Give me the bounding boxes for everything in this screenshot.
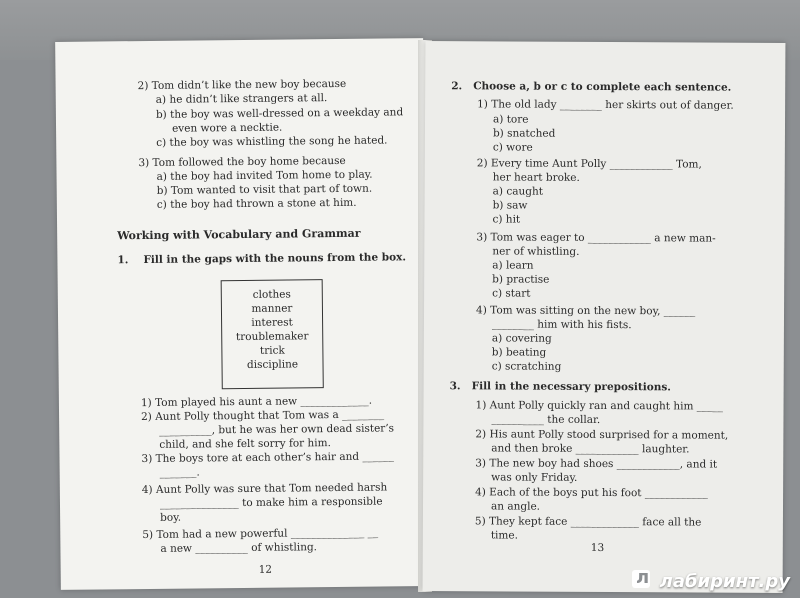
ex2-option: b) snatched — [492, 127, 556, 140]
ex3-line: 1) Aunt Polly quickly ran and caught him _____ — [475, 399, 724, 413]
ex3-line: 2) His aunt Polly stood surprised for a moment, — [475, 428, 729, 442]
ex2-option: b) practise — [492, 273, 550, 286]
ex2-option: b) saw — [492, 199, 528, 212]
box-word: discipline — [246, 358, 299, 371]
q3-stem: 3) Tom followed the boy home because — [138, 154, 346, 170]
ex1-number: 1. — [117, 254, 129, 267]
ex2-number: 2. — [451, 80, 463, 93]
page-number-left: 12 — [258, 563, 273, 576]
ex2-line: 1) The old lady ________ her skirts out of danger. — [477, 98, 734, 112]
ex2-option: a) caught — [492, 185, 543, 198]
ex1-item: 4) Aunt Polly was sure that Tom needed harsh — [141, 481, 388, 497]
ex3-line: 4) Each of the boys put his foot ____________ — [475, 486, 708, 500]
ex3-number: 3. — [449, 380, 461, 393]
ex1-item-cont: boy. — [160, 511, 182, 524]
ex2-option: b) beating — [491, 346, 547, 359]
ex3-line-cont: __________ the collar. — [491, 413, 601, 426]
q3-option-c: c) the boy had thrown a stone at him. — [156, 196, 357, 211]
ex2-line-cont: ________ him with his fists. — [491, 318, 632, 332]
box-word: trick — [259, 344, 285, 357]
ex2-option: c) scratching — [491, 360, 562, 373]
section-title: Working with Vocabulary and Grammar — [117, 226, 361, 243]
ex1-item-cont: __________, but he was her own dead sister’s — [159, 422, 395, 437]
ex3-line: 5) They kept face _____________ face all the — [474, 515, 702, 529]
ex3-line-cont: was only Friday. — [491, 471, 578, 484]
labirint-logo-icon: л — [632, 570, 650, 588]
right-page — [423, 41, 786, 593]
ex1-item-cont: _______. — [159, 466, 200, 479]
ex2-option: c) wore — [492, 141, 533, 154]
page-number-right: 13 — [590, 541, 605, 555]
ex2-line: 2) Every time Aunt Polly ____________ Tom, — [476, 157, 702, 171]
q2-option-c: c) the boy was whistling the song he hated. — [156, 134, 388, 149]
ex2-line: 4) Tom was sitting on the new boy, ______ — [476, 304, 696, 318]
word-box — [221, 279, 324, 389]
ex2-option: a) learn — [492, 259, 534, 272]
watermark: лабиринт.ру — [659, 571, 790, 592]
ex2-option: a) covering — [491, 332, 552, 345]
ex1-item: 5) Tom had a new powerful ______________ __ — [142, 526, 379, 542]
q3-option-b: b) Tom wanted to visit that part of town. — [156, 182, 373, 197]
q3-option-a: a) the boy had invited Tom home to play. — [156, 168, 373, 183]
ex3-line-cont: and then broke ____________ laughter. — [491, 442, 690, 456]
ex3-line-cont: time. — [490, 529, 518, 542]
q2-option-b-cont: even wore a necktie. — [171, 121, 283, 135]
ex2-option: a) tore — [493, 113, 529, 126]
q2-option-a: a) he didn’t like strangers at all. — [155, 92, 328, 106]
ex3-line-cont: an angle. — [490, 500, 541, 513]
ex1-item: 1) Tom played his aunt a new _____________. — [140, 394, 373, 410]
box-word: clothes — [252, 288, 291, 301]
ex2-line-cont: her heart broke. — [492, 171, 580, 184]
ex1-title: Fill in the gaps with the nouns from the box. — [143, 251, 407, 267]
left-page — [55, 38, 429, 590]
ex1-item: 3) The boys tore at each other’s hair and ______ — [141, 450, 395, 466]
ex3-title: Fill in the necessary prepositions. — [471, 380, 671, 394]
ex3-line: 3) The new boy had shoes ____________, and it — [475, 457, 718, 471]
ex1-item-cont: _______________ to make him a responsible — [159, 495, 383, 510]
ex1-item-cont: child, and she felt sorry for him. — [159, 437, 331, 451]
ex1-item: 2) Aunt Polly thought that Tom was a ________ — [141, 408, 385, 424]
ex1-item-cont: a new __________ of whistling. — [160, 541, 318, 555]
q2-option-b: b) the boy was well-dressed on a weekday and — [155, 106, 404, 121]
ex2-line-cont: ner of whistling. — [492, 245, 580, 258]
box-word: troublemaker — [235, 330, 309, 344]
ex2-line: 3) Tom was eager to ____________ a new man- — [476, 231, 716, 245]
box-word: manner — [251, 302, 293, 315]
ex2-option: c) hit — [492, 213, 521, 226]
box-word: interest — [251, 316, 293, 329]
ex2-option: c) start — [492, 287, 531, 300]
ex2-title: Choose a, b or c to complete each sentence. — [473, 80, 732, 94]
q2-stem: 2) Tom didn’t like the new boy because — [137, 77, 347, 93]
